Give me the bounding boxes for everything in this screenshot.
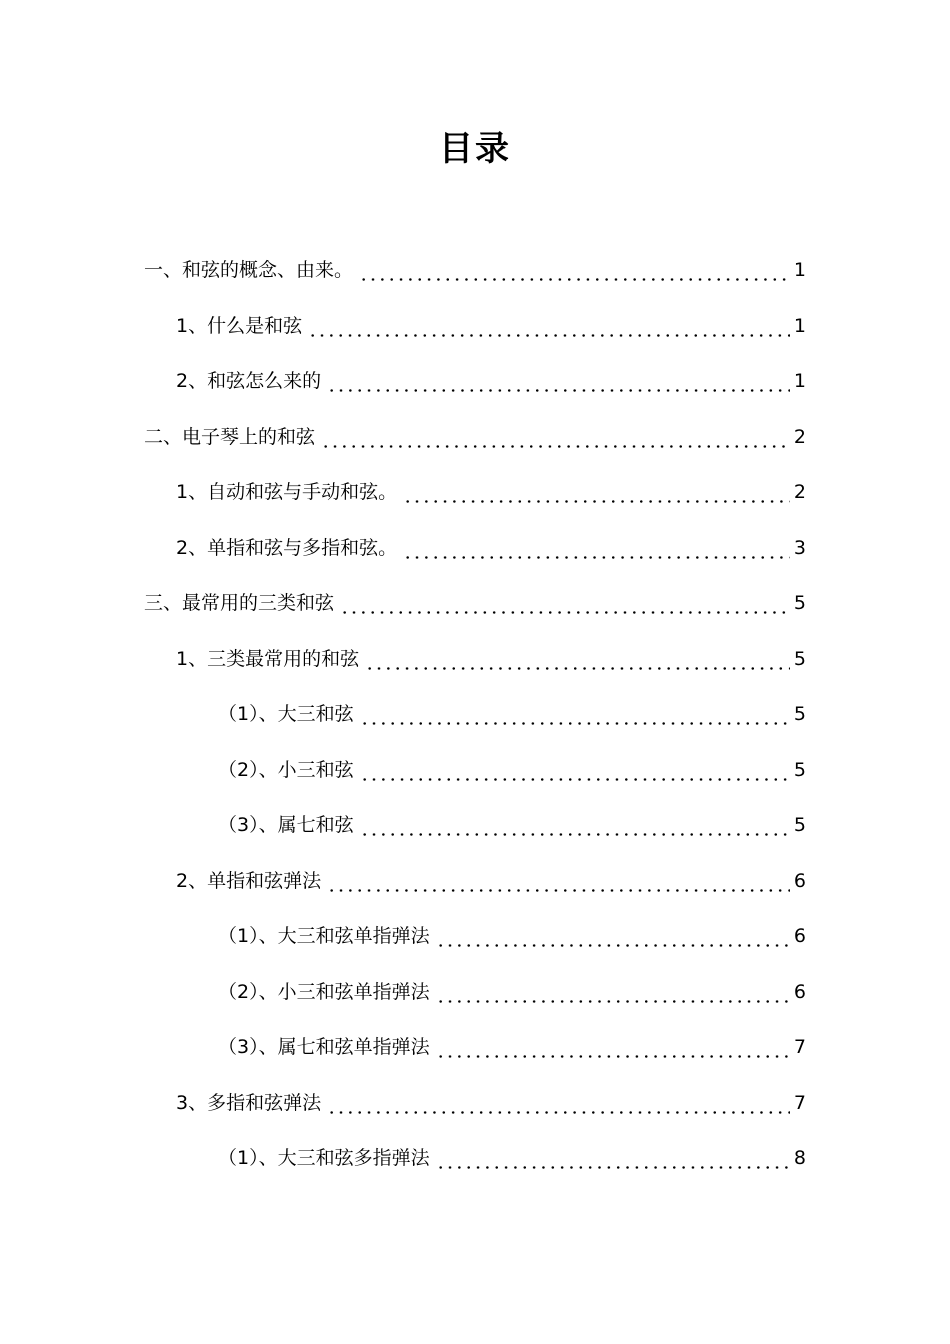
toc-entry-label: 2、单指和弦弹法	[176, 869, 322, 892]
toc-dot-leader	[434, 924, 790, 948]
toc-dot-leader	[319, 425, 790, 449]
toc-dot-leader	[434, 980, 790, 1004]
toc-dot-leader	[401, 536, 790, 560]
toc-entry[interactable]	[0, 583, 950, 623]
toc-page-number: 5	[793, 647, 806, 670]
toc-page-number: 2	[793, 481, 806, 503]
toc-page-number: 6	[793, 925, 806, 947]
toc-dot-leader	[357, 258, 790, 282]
toc-dot-leader	[325, 369, 790, 393]
toc-entry[interactable]	[0, 694, 950, 734]
toc-dot-leader	[434, 1146, 790, 1170]
toc-entry[interactable]	[0, 639, 950, 679]
toc-page-number: 6	[793, 980, 806, 1003]
toc-page-number: 2	[793, 425, 806, 448]
toc-entry-label: （1）、大三和弦	[218, 703, 354, 725]
toc-page-number: 5	[793, 814, 806, 836]
toc-entry-label: 2、单指和弦与多指和弦。	[176, 536, 398, 559]
toc-entry[interactable]	[0, 528, 950, 568]
toc-dot-leader	[358, 702, 790, 726]
toc-entry-label: 1、自动和弦与手动和弦。	[176, 481, 398, 503]
toc-entry[interactable]	[0, 916, 950, 956]
toc-entry-label: 三、最常用的三类和弦	[144, 592, 335, 614]
toc-entry[interactable]	[0, 361, 950, 401]
toc-entry[interactable]	[0, 805, 950, 845]
toc-page-number: 5	[793, 592, 806, 614]
toc-entry[interactable]	[0, 1027, 950, 1067]
toc-entry-label: 3、多指和弦弹法	[176, 1091, 322, 1114]
toc-entry[interactable]	[0, 861, 950, 901]
toc-entry-label: 1、什么是和弦	[176, 314, 303, 337]
toc-entry-label: 二、电子琴上的和弦	[144, 425, 316, 448]
toc-page-number: 7	[793, 1036, 806, 1058]
toc-dot-leader	[358, 758, 790, 782]
toc-dot-leader	[401, 480, 790, 504]
toc-dot-leader	[325, 1091, 790, 1115]
toc-dot-leader	[358, 813, 790, 837]
toc-entry[interactable]	[0, 472, 950, 512]
toc-entry-label: （1）、大三和弦单指弹法	[218, 925, 430, 947]
toc-page-number: 3	[793, 536, 806, 559]
toc-dot-leader	[306, 314, 790, 338]
toc-entry-label: （1）、大三和弦多指弹法	[218, 1147, 430, 1169]
toc-page-number: 1	[793, 370, 806, 392]
toc-page-number: 8	[793, 1147, 806, 1169]
toc-entry-label: （2）、小三和弦	[218, 758, 354, 781]
toc-page-number: 5	[793, 703, 806, 725]
toc-dot-leader	[363, 647, 790, 671]
toc-entry-label: 一、和弦的概念、由来。	[144, 259, 354, 281]
toc-page-number: 6	[793, 869, 806, 892]
toc-entry[interactable]	[0, 1083, 950, 1123]
toc-entry[interactable]	[0, 1138, 950, 1178]
page-title: 目录	[439, 129, 511, 169]
toc-dot-leader	[338, 591, 790, 615]
toc-entry-label: （2）、小三和弦单指弹法	[218, 980, 430, 1003]
toc-page-number: 7	[793, 1091, 806, 1114]
toc-page-number: 1	[793, 259, 806, 281]
toc-entry-label: 1、三类最常用的和弦	[176, 647, 360, 670]
toc-entry[interactable]	[0, 750, 950, 790]
toc-page-number: 5	[793, 758, 806, 781]
toc-entry[interactable]	[0, 250, 950, 290]
toc-entry-label: （3）、属七和弦	[218, 814, 354, 836]
toc-page-number: 1	[793, 314, 806, 337]
toc-entry[interactable]	[0, 972, 950, 1012]
toc-dot-leader	[434, 1035, 790, 1059]
toc-entry[interactable]	[0, 306, 950, 346]
toc-entry[interactable]	[0, 417, 950, 457]
toc-dot-leader	[325, 869, 790, 893]
toc-entry-label: 2、和弦怎么来的	[176, 370, 322, 392]
toc-entry-label: （3）、属七和弦单指弹法	[218, 1036, 430, 1058]
